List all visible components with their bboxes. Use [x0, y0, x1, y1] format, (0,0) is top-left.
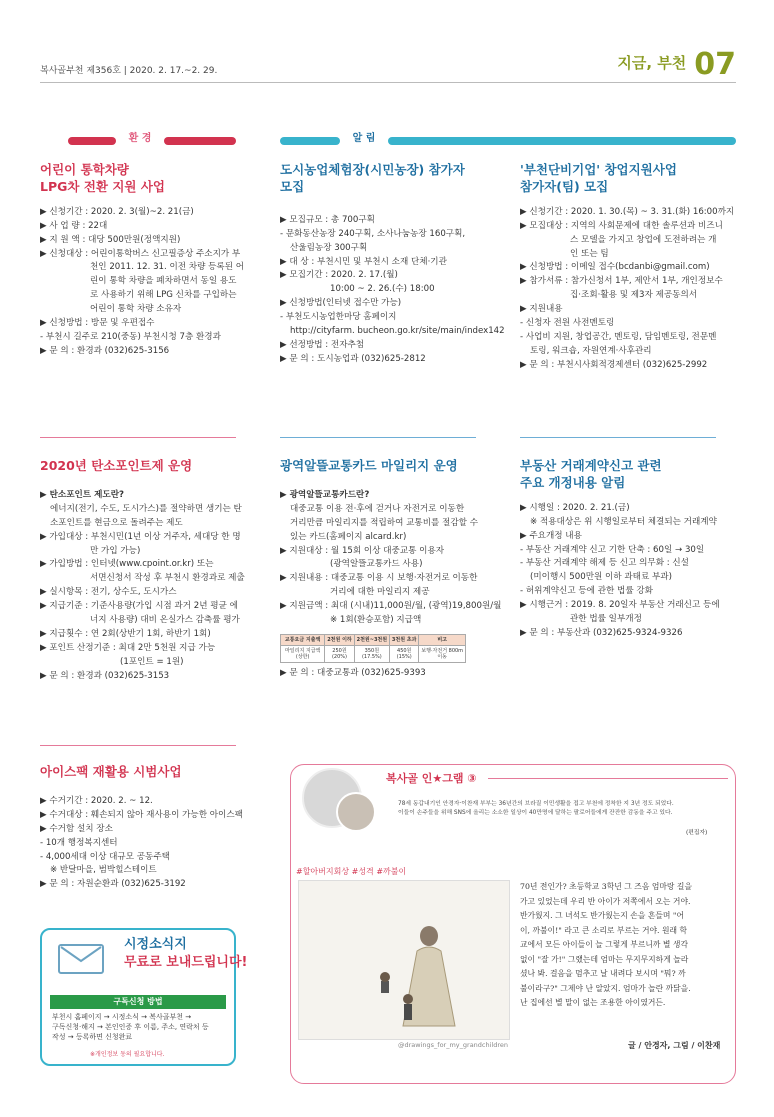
line: ▶ 지급횟수 : 연 2회(상반기 1회, 하반기 1회) — [40, 629, 211, 640]
table-cell: 마일리지 지급액 (상한) — [281, 646, 325, 663]
line: ▶ 신청방법 : 방문 및 우편접수 — [40, 318, 155, 329]
env-bar-left — [68, 137, 116, 145]
line: ▶ 가입대상 : 부천시민(1년 이상 거주자, 세대당 한 명 — [40, 531, 241, 542]
line: 소포인트를 현금으로 돌려주는 제도 — [50, 517, 183, 528]
notice-label: 알 림 — [352, 133, 376, 144]
envelope-icon — [58, 944, 104, 974]
line: 10:00 ~ 2. 26.(수) 18:00 — [330, 284, 435, 295]
table-header: 2천원~3천원 — [354, 635, 389, 646]
table-cell: 250원(20%) — [325, 646, 354, 663]
line: 불이라구?" 그제야 난 알았지. 엄마가 놀란 까닭을. — [520, 983, 691, 993]
feature-title: 복사골 인★그램 ③ — [386, 772, 477, 785]
article-title: 부동산 거래계약신고 관련 주요 개정내용 알림 — [520, 458, 662, 490]
line: 이들이 손주들을 위해 SNS에 올리는 소소한 일상이 40만명에 달하는 팔로어들에게 잔잔한 감동을 주고 있다. — [398, 809, 673, 816]
line: - 신청자 전원 사전멘토링 — [520, 318, 615, 329]
line: ▶ 지 원 액 : 대당 500만원(정액지원) — [40, 234, 181, 245]
line: 가고 있었는데 우리 반 아이가 저쪽에서 오는 거야. — [520, 896, 691, 906]
divider — [520, 437, 716, 438]
line: 70년 전인가? 초등학교 3학년 그 즈음 엄마랑 길을 — [520, 882, 692, 891]
line: - 10개 행정복지센터 — [40, 837, 118, 848]
article-title: 2020년 탄소포인트제 운영 — [40, 458, 193, 473]
article-title: 광역알뜰교통카드 마일리지 운영 — [280, 458, 458, 473]
line: ▶ 문 의 : 환경과 (032)625-3153 — [40, 670, 170, 681]
line: ▶ 문 의 : 자원순환과 (032)625-3192 — [40, 879, 186, 890]
line: 천인 2011. 12. 31. 이전 차량 등록된 어 — [90, 262, 245, 273]
article-carbon — [40, 458, 245, 684]
line: 서면신청서 작성 후 부천시 환경과로 제출 — [90, 573, 245, 584]
line: ▶ 사 업 량 : 22대 — [40, 220, 108, 231]
section-name: 지금, 부천 — [617, 53, 687, 72]
table-cell: 350원 (17.5%) — [354, 646, 389, 663]
avatar — [336, 792, 376, 832]
line: - 부천시 길주로 210(중동) 부천시청 7층 환경과 — [40, 332, 221, 343]
line: ▶ 포인트 산정기준 : 최대 2만 5천원 지급 가능 — [40, 643, 216, 654]
editor-sign: (편집자) — [686, 830, 708, 836]
line: - 4,000세대 이상 대규모 공동주택 — [40, 851, 170, 862]
line: 이, 까불이!" 라고 큰 소리로 부르는 거야. 원래 학 — [520, 925, 688, 935]
table-cell: 보행·자전거 800m이동 — [419, 646, 466, 663]
line: 부천시 홈페이지 → 시정소식 → 복사골부천 → — [52, 1013, 192, 1021]
line: ▶ 수거기간 : 2020. 2. ~ 12. — [40, 795, 153, 806]
line: ▶ 가입방법 : 인터넷(www.cpoint.or.kr) 또는 — [40, 559, 214, 570]
page-header — [617, 47, 736, 82]
line: 거리에 대한 마일리지 제공 — [330, 587, 430, 598]
illustration — [298, 880, 510, 1040]
line: ▶ 문 의 : 환경과 (032)625-3156 — [40, 345, 170, 356]
line: ▶ 모집기간 : 2020. 2. 17.(월) — [280, 270, 398, 281]
subscription-steps — [52, 1012, 209, 1042]
line: ▶ 지원내용 — [520, 304, 563, 315]
line: (광역알뜰교통카드 사용) — [330, 559, 423, 570]
line: ▶ 지급기준 : 기준사용량(가입 시점 과거 2년 평균 에 — [40, 601, 238, 612]
feature-intro — [398, 800, 720, 818]
table-header: 교통요금 지출액 — [281, 635, 325, 646]
line: 없이 "잘 가!" 그랬는데 엄마는 무지무지하게 놀라 — [520, 954, 689, 964]
table-header: 3천원 초과 — [390, 635, 419, 646]
credit: 글 / 안경자, 그림 / 이찬재 — [628, 1041, 721, 1050]
line: ▶ 참가서류 : 참가신청서 1부, 제안서 1부, 개인정보수 — [520, 276, 723, 287]
article-realestate — [520, 458, 720, 641]
subscription-method-bar: 구독신청 방법 — [50, 995, 226, 1009]
env-bar-right — [164, 137, 236, 145]
line: - 허위계약신고 등에 관한 법률 강화 — [520, 586, 653, 597]
privacy-note: ※개인정보 동의 필요합니다. — [90, 1051, 165, 1058]
story-text — [520, 880, 726, 1011]
line: ▶ 지원대상 : 월 15회 이상 대중교통 이용자 — [280, 545, 445, 556]
article-icepack — [40, 764, 243, 892]
line: 토링, 워크숍, 자원연계·사후관리 — [530, 345, 652, 356]
line: ▶ 실시항목 : 전기, 상수도, 도시가스 — [40, 587, 177, 598]
line: 셨나 봐. 걸음을 멈추고 날 내려다 보시며 "뭐? 까 — [520, 969, 686, 978]
line: ▶ 문 의 : 부동산과 (032)625-9324-9326 — [520, 628, 683, 639]
env-label: 환 경 — [128, 133, 152, 144]
line: 구독신청·해지 → 본인인증 후 이름, 주소, 연락처 등 — [52, 1023, 209, 1032]
line: ※ 반달마을, 범박힐스테이트 — [50, 865, 157, 876]
line: 만 가입 가능) — [90, 545, 141, 556]
line: 거리만큼 마일리지를 적립하여 교통비를 절감할 수 — [290, 517, 478, 528]
line: ▶ 지원내용 : 대중교통 이용 시 보행·자전거로 이동한 — [280, 573, 478, 584]
line: 반가웠지. 그 녀석도 반가웠는지 손을 흔들며 "어 — [520, 911, 685, 920]
line: ▶ 신청대상 : 어린이통학버스 신고필증상 주소지가 부 — [40, 248, 241, 259]
page-number: 07 — [694, 47, 736, 82]
line: 있는 카드(홈페이지 alcard.kr) — [290, 531, 407, 542]
line: - 사업비 지원, 창업공간, 멘토링, 담임멘토링, 전문멘 — [520, 332, 717, 343]
line: - 문화동산농장 240구획, 소사나눔농장 160구획, — [280, 228, 466, 239]
line: ※ 적용대상은 위 시행일로부터 체결되는 거래계약 — [530, 516, 717, 527]
line: ▶ 탄소포인트 제도란? — [40, 489, 124, 500]
divider — [280, 437, 476, 438]
article-lpg — [40, 162, 245, 359]
article-farm — [280, 162, 505, 367]
line: ▶ 시행일 : 2020. 2. 21.(금) — [520, 502, 630, 513]
line: ▶ 지원금액 : 최대 (시내)11,000원/월, (광역)19,800원/월 — [280, 601, 502, 612]
issue-info: 복사골부천 제356호 | 2020. 2. 17.~2. 29. — [40, 66, 218, 76]
hashtags: #할아버지회상 #성격 #까불이 — [296, 867, 407, 876]
line: 작성 → 등록하면 신청완료 — [52, 1033, 133, 1042]
line: 교에서 모든 아이들이 늘 그렇게 부르니까 별 생각 — [520, 940, 688, 949]
line: ▶ 대 상 : 부천시민 및 부천시 소재 단체·기관 — [280, 256, 447, 267]
line: ▶ 모집규모 : 총 700구획 — [280, 214, 375, 225]
divider — [488, 778, 728, 779]
line: ▶ 신청방법 : 이메일 접수(bcdanbi@gmail.com) — [520, 262, 710, 273]
instagram-handle: @drawings_for_my_grandchildren — [398, 1041, 509, 1049]
divider — [40, 745, 236, 746]
table-header: 비고 — [419, 635, 466, 646]
line: ▶ 모집대상 : 지역의 사회문제에 대한 솔루션과 비즈니 — [520, 220, 723, 231]
notice-bar-left — [280, 137, 340, 145]
line: 스 모델을 가지고 창업에 도전하려는 개 — [570, 234, 717, 245]
line: 린이 통학 차량을 폐차하면서 동일 용도 — [90, 276, 237, 287]
line: 로 사용하기 위해 LPG 신차를 구입하는 — [90, 290, 237, 301]
line: ▶ 수거함 설치 장소 — [40, 823, 113, 834]
line: ▶ 광역알뜰교통카드란? — [280, 489, 370, 500]
line: - 부동산 거래계약 해제 등 신고 의무화 : 신설 — [520, 558, 689, 569]
line: 난 집에선 별 말이 없는 조용한 아이였거든. — [520, 998, 666, 1007]
line: 관한 법률 일부개정 — [570, 614, 642, 625]
line: 대중교통 이용 전·후에 걷거나 자전거로 이동한 — [290, 503, 465, 514]
article-title: '부천단비기업' 창업지원사업 참가자(팀) 모집 — [520, 162, 677, 194]
notice-bar-right — [388, 137, 736, 145]
line: 너지 사용량) 대비 온실가스 감축률 평가 — [90, 615, 240, 626]
line: ▶ 문 의 : 부천시사회적경제센터 (032)625-2992 — [520, 359, 708, 370]
line: ▶ 신청기간 : 2020. 1. 30.(목) ~ 3. 31.(화) 16:00까지 — [520, 206, 735, 217]
table-cell: 450원(15%) — [390, 646, 419, 663]
line: ▶ 신청방법(인터넷 접수만 가능) — [280, 298, 402, 309]
line: ▶ 주요개정 내용 — [520, 530, 582, 541]
article-transit — [280, 458, 502, 681]
line: 인 또는 팀 — [570, 248, 609, 259]
line: 산울림농장 300구획 — [290, 242, 368, 253]
line: ▶ 문 의 : 대중교통과 (032)625-9393 — [280, 668, 426, 679]
line: - 부천도시농업한마당 홈페이지 — [280, 312, 397, 323]
header-rule — [40, 82, 736, 83]
article-startup — [520, 162, 735, 373]
article-title: 어린이 통학차량 LPG차 전환 지원 사업 — [40, 162, 165, 194]
line: ▶ 선정방법 : 전자추첨 — [280, 340, 365, 351]
line: (미이행시 500만원 이하 과태료 부과) — [530, 572, 672, 583]
line: (1포인트 = 1원) — [120, 656, 184, 667]
line: ※ 1회(환승포함) 지급액 — [330, 615, 422, 626]
line: ▶ 수거대상 : 훼손되지 않아 재사용이 가능한 아이스팩 — [40, 809, 243, 820]
article-title: 도시농업체험장(시민농장) 참가자 모집 — [280, 162, 465, 194]
mileage-table — [280, 634, 466, 663]
line: 어린이 통학 차량 소유자 — [90, 304, 182, 315]
line: ▶ 신청기간 : 2020. 2. 3(월)~2. 21(금) — [40, 206, 194, 217]
line: 집·조회·활용 및 제3자 제공동의서 — [570, 290, 698, 301]
line: http://cityfarm. bucheon.go.kr/site/main/index142 — [290, 326, 505, 337]
line: ▶ 시행근거 : 2019. 8. 20일자 부동산 거래신고 등에 — [520, 600, 720, 611]
divider — [40, 437, 236, 438]
line: ▶ 문 의 : 도시농업과 (032)625-2812 — [280, 353, 426, 364]
line: 에너지(전기, 수도, 도시가스)를 절약하면 생기는 탄 — [50, 503, 242, 514]
table-header: 2천원 이하 — [325, 635, 354, 646]
line: 78세 동갑내기인 안경자·이찬재 부부는 36년간의 브라질 이민생활을 접고 부천에 정착한 지 3년 정도 되었다. — [398, 801, 674, 807]
line: - 부동산 거래계약 신고 기한 단축 : 60일 → 30일 — [520, 544, 705, 555]
article-title: 아이스팩 재활용 시범사업 — [40, 764, 182, 779]
subscription-title: 시정소식지 무료로 보내드립니다! — [124, 937, 248, 971]
